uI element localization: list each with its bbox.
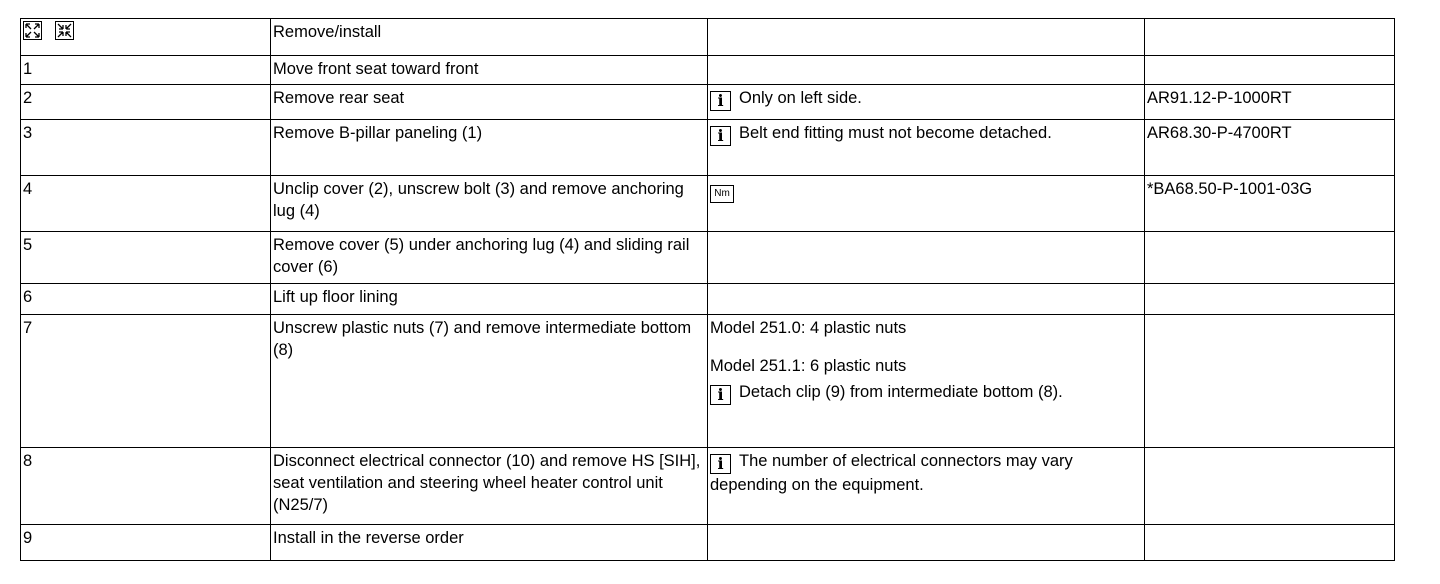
step-notes [708,525,1145,561]
step-action: Unscrew plastic nuts (7) and remove intermediate bottom (8) [271,315,708,448]
step-number: 7 [21,315,271,448]
step-ref [1145,232,1395,284]
step-action: Remove cover (5) under anchoring lug (4) and sliding rail cover (6) [271,232,708,284]
step-number: 3 [21,120,271,176]
info-icon: i [710,385,731,405]
table-row [21,448,1395,525]
step-number: 6 [21,284,271,315]
table-row [21,85,1395,120]
torque-nm-icon[interactable]: Nm [710,185,734,203]
table-row [21,525,1395,561]
table-row [21,120,1395,176]
step-ref [1145,448,1395,525]
step-action: Move front seat toward front [271,56,708,85]
step-action: Lift up floor lining [271,284,708,315]
reference-link[interactable]: *BA68.50-P-1001-03G [1145,176,1395,232]
step-action: Unclip cover (2), unscrew bolt (3) and remove anchoring lug (4) [271,176,708,232]
step-number: 2 [21,85,271,120]
step-action: Remove rear seat [271,85,708,120]
step-notes [708,85,1145,120]
step-action: Remove B-pillar paneling (1) [271,120,708,176]
reference-link[interactable]: AR91.12-P-1000RT [1145,85,1395,120]
info-icon: i [710,91,731,111]
table-row [21,232,1395,284]
step-notes [708,315,1145,448]
header-icons-cell [21,19,271,56]
note-text: Model 251.0: 4 plastic nuts [710,319,907,337]
info-icon: i [710,126,731,146]
step-notes [708,56,1145,85]
note-text: Only on left side. [739,89,862,107]
step-ref [1145,315,1395,448]
step-number: 8 [21,448,271,525]
step-ref [1145,525,1395,561]
procedure-table [20,18,1395,561]
header-notes-cell [708,19,1145,56]
note-text: Model 251.1: 6 plastic nuts [710,357,907,375]
reference-link[interactable]: AR68.30-P-4700RT [1145,120,1395,176]
table-header-row [21,19,1395,56]
info-icon: i [710,454,731,474]
step-notes [708,176,1145,232]
step-number: 5 [21,232,271,284]
step-action: Install in the reverse order [271,525,708,561]
table-row [21,284,1395,315]
step-notes [708,448,1145,525]
step-ref [1145,56,1395,85]
table-row [21,56,1395,85]
table-row [21,176,1395,232]
note-text: The number of electrical connectors may vary depending on the equipment. [710,452,1073,494]
header-ref-cell [1145,19,1395,56]
step-notes [708,232,1145,284]
step-action: Disconnect electrical connector (10) and remove HS [SIH], seat ventilation and steering wheel heater control unit (N25/7) [271,448,708,525]
step-number: 1 [21,56,271,85]
step-number: 9 [21,525,271,561]
note-text: Detach clip (9) from intermediate bottom (8). [739,383,1063,401]
step-notes [708,284,1145,315]
collapse-icon[interactable] [55,21,74,40]
step-number: 4 [21,176,271,232]
note-text: Belt end fitting must not become detached. [739,124,1052,142]
step-ref [1145,284,1395,315]
header-title: Remove/install [271,19,708,56]
expand-icon[interactable] [23,21,42,40]
step-notes [708,120,1145,176]
table-row [21,315,1395,448]
